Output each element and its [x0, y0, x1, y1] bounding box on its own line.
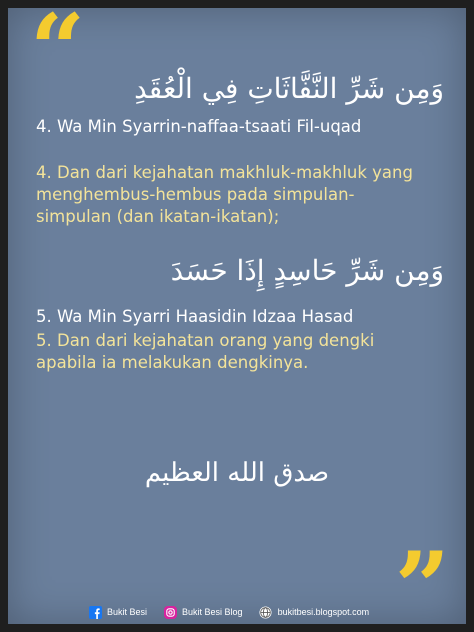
close-quote-icon: ” — [394, 531, 450, 624]
instagram-label: Bukit Besi Blog — [182, 607, 243, 617]
facebook-label: Bukit Besi — [107, 607, 148, 617]
open-quote-icon: “ — [30, 8, 86, 106]
footer-social-links — [88, 604, 369, 620]
instagram-link[interactable] — [163, 605, 243, 619]
verse4-translation: 4. Dan dari kejahatan makhluk-makhluk yang menghembus-hembus pada simpulan-simpulan (dan ikatan-ikatan); — [36, 163, 413, 226]
website-link[interactable] — [259, 605, 370, 619]
verse5-transliteration: 5. Wa Min Syarri Haasidin Idzaa Hasad — [36, 307, 354, 326]
website-label: bukitbesi.blogspot.com — [277, 607, 370, 617]
verse5-arabic: وَمِن شَرِّ حَاسِدٍ إِذَا حَسَدَ — [170, 254, 444, 287]
verse-card — [8, 8, 466, 624]
facebook-link[interactable] — [88, 605, 147, 619]
facebook-icon — [88, 605, 102, 619]
verse4-arabic: وَمِن شَرِّ النَّفَّاثَاتِ فِي الْعُقَدِ — [134, 72, 444, 105]
verse5-translation: 5. Dan dari kejahatan orang yang dengki apabila ia melakukan dengkinya. — [36, 331, 375, 372]
closing-phrase: صدق الله العظيم — [144, 458, 330, 488]
verse4-transliteration: 4. Wa Min Syarrin-naffaa-tsaati Fil-uqad — [36, 117, 362, 136]
instagram-icon — [163, 605, 177, 619]
globe-icon — [259, 605, 273, 619]
